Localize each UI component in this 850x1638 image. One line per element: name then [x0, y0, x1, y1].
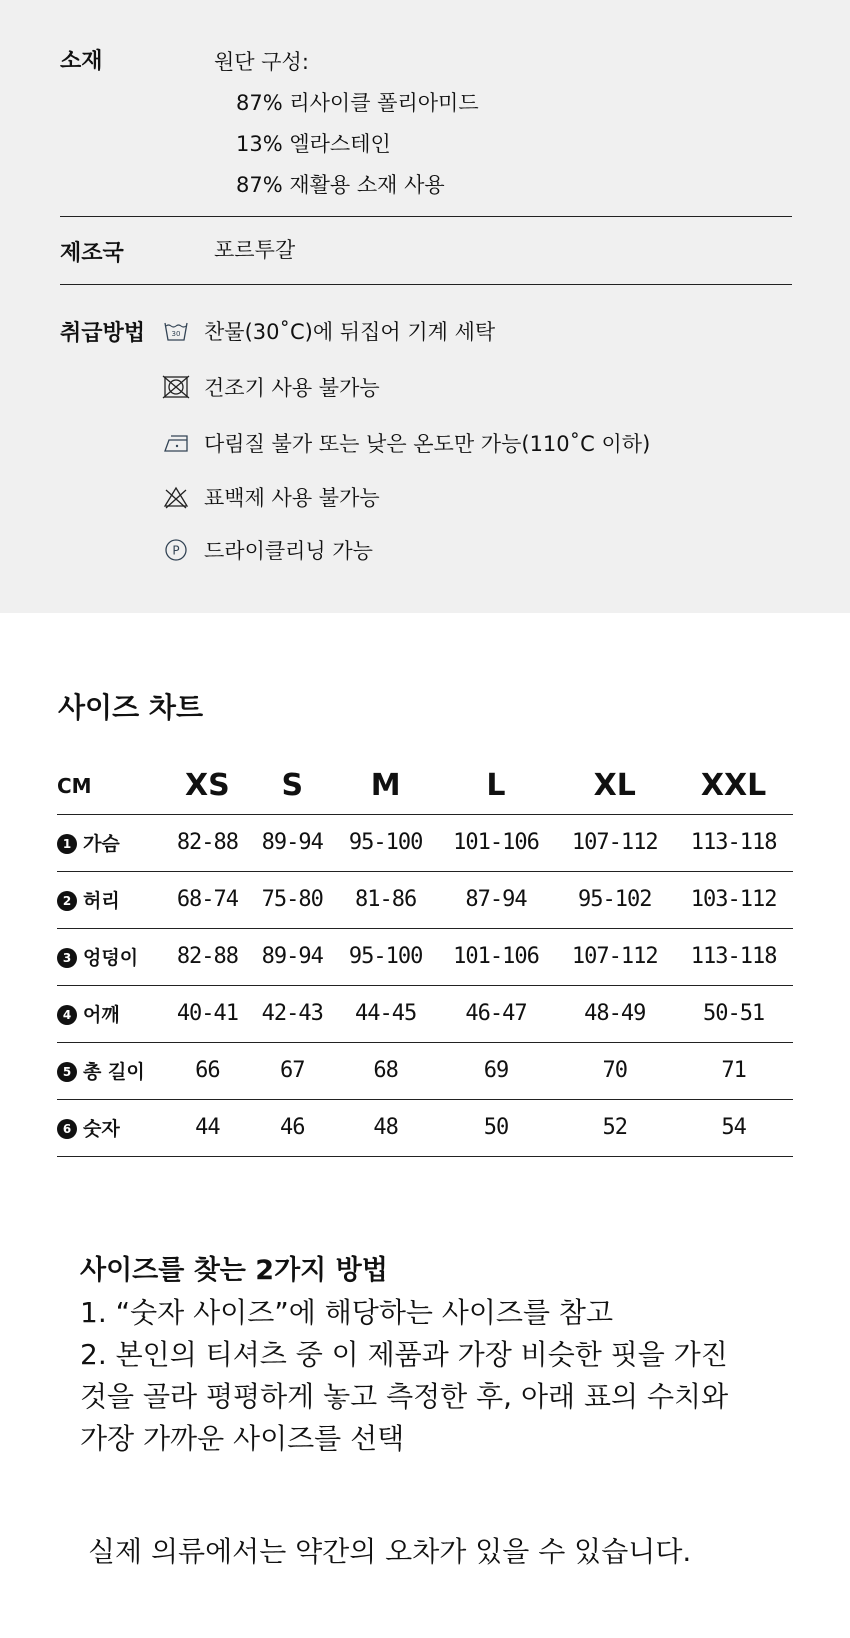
material-value: [214, 42, 479, 206]
size-value: 107-112: [555, 928, 674, 985]
size-value: 113-118: [674, 814, 793, 871]
size-value: 46: [250, 1099, 335, 1156]
size-value: 70: [555, 1042, 674, 1099]
size-chart-title: 사이즈 차트: [58, 691, 203, 724]
iron-low-icon: [162, 431, 190, 455]
guide-line: 것을 골라 평평하게 놓고 측정한 후, 아래 표의 수치와: [80, 1380, 729, 1413]
measure-name: 숫자: [83, 1118, 120, 1140]
guide-title: 사이즈를 찾는 2가지 방법: [80, 1255, 388, 1286]
guide-line: 2. 본인의 티셔츠 중 이 제품과 가장 비슷한 핏을 가진: [80, 1338, 728, 1371]
size-value: 48-49: [555, 985, 674, 1042]
material-line: 13% 엘라스테인: [236, 132, 391, 156]
size-value: 67: [250, 1042, 335, 1099]
row-number-badge: 6: [57, 1119, 77, 1139]
svg-text:30: 30: [171, 330, 181, 338]
row-number-badge: 4: [57, 1005, 77, 1025]
origin-label: 제조국: [60, 241, 124, 266]
size-header: M: [370, 768, 401, 804]
size-value: 101-106: [437, 928, 556, 985]
care-item: [162, 372, 380, 402]
row-number-badge: 2: [57, 891, 77, 911]
row-number-badge: 1: [57, 834, 77, 854]
measure-label: [57, 1042, 165, 1099]
size-value: 113-118: [674, 928, 793, 985]
size-header: S: [281, 768, 304, 804]
size-value: 66: [165, 1042, 250, 1099]
care-text: 드라이클리닝 가능: [204, 539, 373, 563]
row-number-badge: 3: [57, 948, 77, 968]
size-value: 89-94: [250, 928, 335, 985]
size-header: XXL: [700, 768, 767, 804]
size-header: XS: [185, 768, 230, 804]
size-value: 42-43: [250, 985, 335, 1042]
measure-label: [57, 871, 165, 928]
size-value: 69: [437, 1042, 556, 1099]
tolerance-note: 실제 의류에서는 약간의 오차가 있을 수 있습니다.: [88, 1535, 692, 1568]
care-item: [162, 428, 650, 458]
size-value: 54: [674, 1099, 793, 1156]
material-line: 원단 구성:: [214, 50, 309, 74]
measure-label: [57, 985, 165, 1042]
care-text: 다림질 불가 또는 낮은 온도만 가능(110˚C 이하): [204, 432, 651, 456]
size-value: 87-94: [437, 871, 556, 928]
care-text: 찬물(30˚C)에 뒤집어 기계 세탁: [204, 320, 496, 344]
size-value: 68: [335, 1042, 437, 1099]
size-value: 68-74: [165, 871, 250, 928]
size-value: 103-112: [674, 871, 793, 928]
material-label: 소재: [60, 49, 103, 74]
table-row: [57, 814, 793, 871]
measure-label: [57, 1099, 165, 1156]
no-bleach-icon: [162, 485, 190, 509]
size-value: 52: [555, 1099, 674, 1156]
guide-line: 가장 가까운 사이즈를 선택: [80, 1422, 405, 1455]
material-line: 87% 리사이클 폴리아미드: [236, 91, 479, 115]
size-value: 107-112: [555, 814, 674, 871]
no-tumble-dry-icon: [162, 375, 190, 399]
measure-name: 엉덩이: [83, 947, 139, 969]
material-line: 87% 재활용 소재 사용: [236, 173, 445, 197]
size-value: 81-86: [335, 871, 437, 928]
wash-30-icon: [162, 319, 190, 343]
measure-name: 총 길이: [83, 1061, 145, 1083]
size-chart-table: [57, 758, 793, 1157]
table-row: [57, 1042, 793, 1099]
size-value: 50-51: [674, 985, 793, 1042]
care-item: [162, 535, 373, 565]
unit-header: CM: [57, 773, 92, 798]
measure-label: [57, 814, 165, 871]
divider: [60, 284, 792, 285]
measure-name: 허리: [83, 890, 120, 912]
row-number-badge: 5: [57, 1062, 77, 1082]
size-value: 82-88: [165, 928, 250, 985]
care-text: 건조기 사용 불가능: [204, 376, 380, 400]
size-value: 50: [437, 1099, 556, 1156]
svg-text:P: P: [172, 543, 180, 558]
size-value: 95-102: [555, 871, 674, 928]
care-item: [162, 316, 495, 346]
size-value: 71: [674, 1042, 793, 1099]
size-value: 44: [165, 1099, 250, 1156]
size-header: XL: [593, 768, 636, 804]
table-row: [57, 1099, 793, 1156]
table-row: [57, 985, 793, 1042]
size-value: 75-80: [250, 871, 335, 928]
measure-name: 어깨: [83, 1004, 120, 1026]
care-item: [162, 482, 380, 512]
size-value: 40-41: [165, 985, 250, 1042]
size-value: 89-94: [250, 814, 335, 871]
guide-line: 1. “숫자 사이즈”에 해당하는 사이즈를 참고: [80, 1296, 613, 1329]
size-value: 46-47: [437, 985, 556, 1042]
product-spec-section: [0, 0, 850, 613]
table-row: [57, 871, 793, 928]
divider: [60, 216, 792, 217]
origin-value: 포르투갈: [214, 238, 296, 262]
size-value: 95-100: [335, 928, 437, 985]
size-value: 82-88: [165, 814, 250, 871]
size-value: 48: [335, 1099, 437, 1156]
size-value: 44-45: [335, 985, 437, 1042]
table-row: [57, 928, 793, 985]
care-text: 표백제 사용 불가능: [204, 486, 380, 510]
size-header: L: [486, 768, 506, 804]
measure-name: 가슴: [83, 833, 120, 855]
dry-clean-p-icon: [162, 538, 190, 562]
size-guide: [80, 1250, 728, 1460]
size-value: 95-100: [335, 814, 437, 871]
size-value: 101-106: [437, 814, 556, 871]
care-label: 취급방법: [60, 321, 146, 346]
measure-label: [57, 928, 165, 985]
